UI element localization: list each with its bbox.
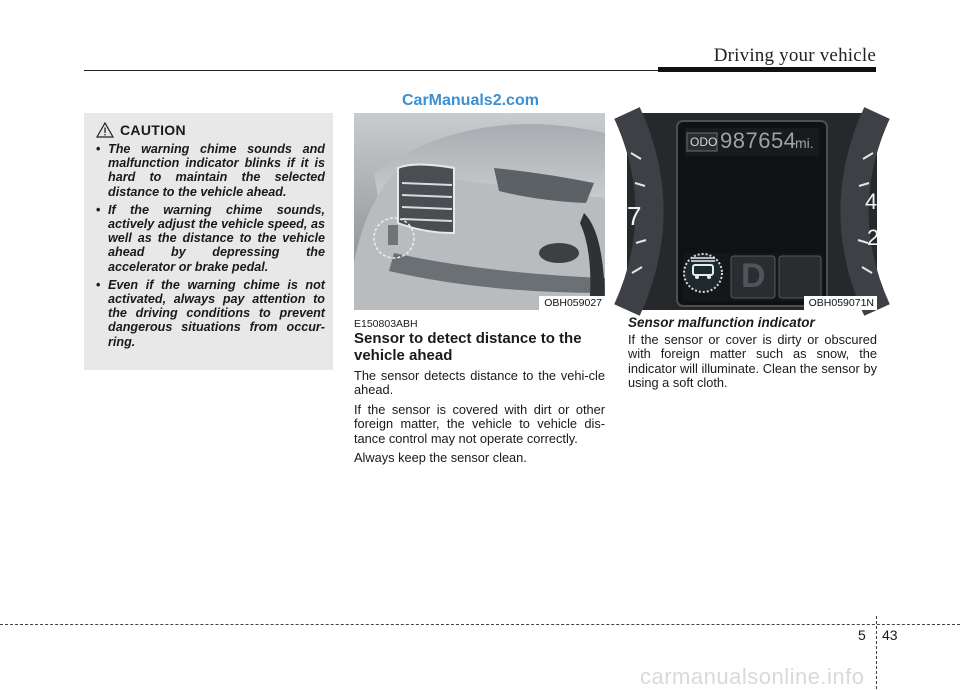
caution-box bbox=[84, 113, 333, 370]
watermark-bottom: carmanualsonline.info bbox=[640, 664, 865, 689]
car-front-photo bbox=[354, 113, 605, 310]
caution-item: • If the warning chime sounds, actively adjust the vehicle speed, as well as the distance to the vehicle ahead by depressing the accelerator or brake pedal. bbox=[96, 202, 325, 274]
figure-label: OBH059071N bbox=[804, 296, 877, 310]
body-paragraph: If the sensor or cover is dirty or obscured with foreign matter such as snow, the indicator will illuminate. Clean the sensor by using a soft cloth. bbox=[628, 332, 877, 391]
odometer-unit: mi. bbox=[795, 135, 814, 151]
chapter-number: 5 bbox=[858, 627, 866, 643]
caution-item: • The warning chime sounds and malfunction indicator blinks if it is hard to maintain the selected distance to the vehicle ahead. bbox=[96, 142, 325, 199]
page-number: 43 bbox=[882, 627, 898, 643]
malfunction-subheading: Sensor malfunction indicator bbox=[628, 315, 815, 330]
body-paragraph: If the sensor is covered with dirt or other foreign matter, the vehicle to vehicle dis-tance control may not operate correctly. bbox=[354, 401, 605, 446]
gear-indicator: D bbox=[741, 257, 766, 295]
odometer-value: 987654 bbox=[720, 128, 797, 153]
caution-heading bbox=[96, 122, 325, 138]
footer-divider bbox=[876, 616, 877, 689]
car-front-illustration bbox=[354, 113, 605, 310]
watermark-top: CarManuals2.com bbox=[402, 92, 539, 109]
svg-text:2: 2 bbox=[867, 225, 880, 250]
odometer-tag: ODO bbox=[690, 135, 718, 149]
warning-triangle-icon bbox=[96, 122, 114, 138]
header-rule-accent bbox=[658, 67, 876, 72]
header-title: Driving your vehicle bbox=[713, 45, 876, 66]
section-body bbox=[354, 369, 605, 470]
footer-rule bbox=[0, 624, 960, 625]
svg-text:7: 7 bbox=[627, 201, 642, 231]
caution-item: • Even if the warning chime is not activated, always pay attention to the driving conditions to prevent dangerous situations from occur-ring. bbox=[96, 277, 325, 349]
caution-list bbox=[94, 142, 325, 349]
body-paragraph: Always keep the sensor clean. bbox=[354, 450, 527, 466]
malfunction-body bbox=[628, 333, 877, 396]
body-paragraph: The sensor detects distance to the vehi-cle ahead. bbox=[354, 368, 605, 398]
figure-label: OBH059027 bbox=[539, 296, 605, 310]
instrument-cluster-photo bbox=[627, 113, 880, 310]
caution-title: CAUTION bbox=[120, 122, 186, 138]
svg-text:4: 4 bbox=[865, 189, 878, 214]
section-code: E150803ABH bbox=[354, 318, 418, 330]
section-heading: Sensor to detect distance to the vehicle ahead bbox=[354, 330, 582, 364]
